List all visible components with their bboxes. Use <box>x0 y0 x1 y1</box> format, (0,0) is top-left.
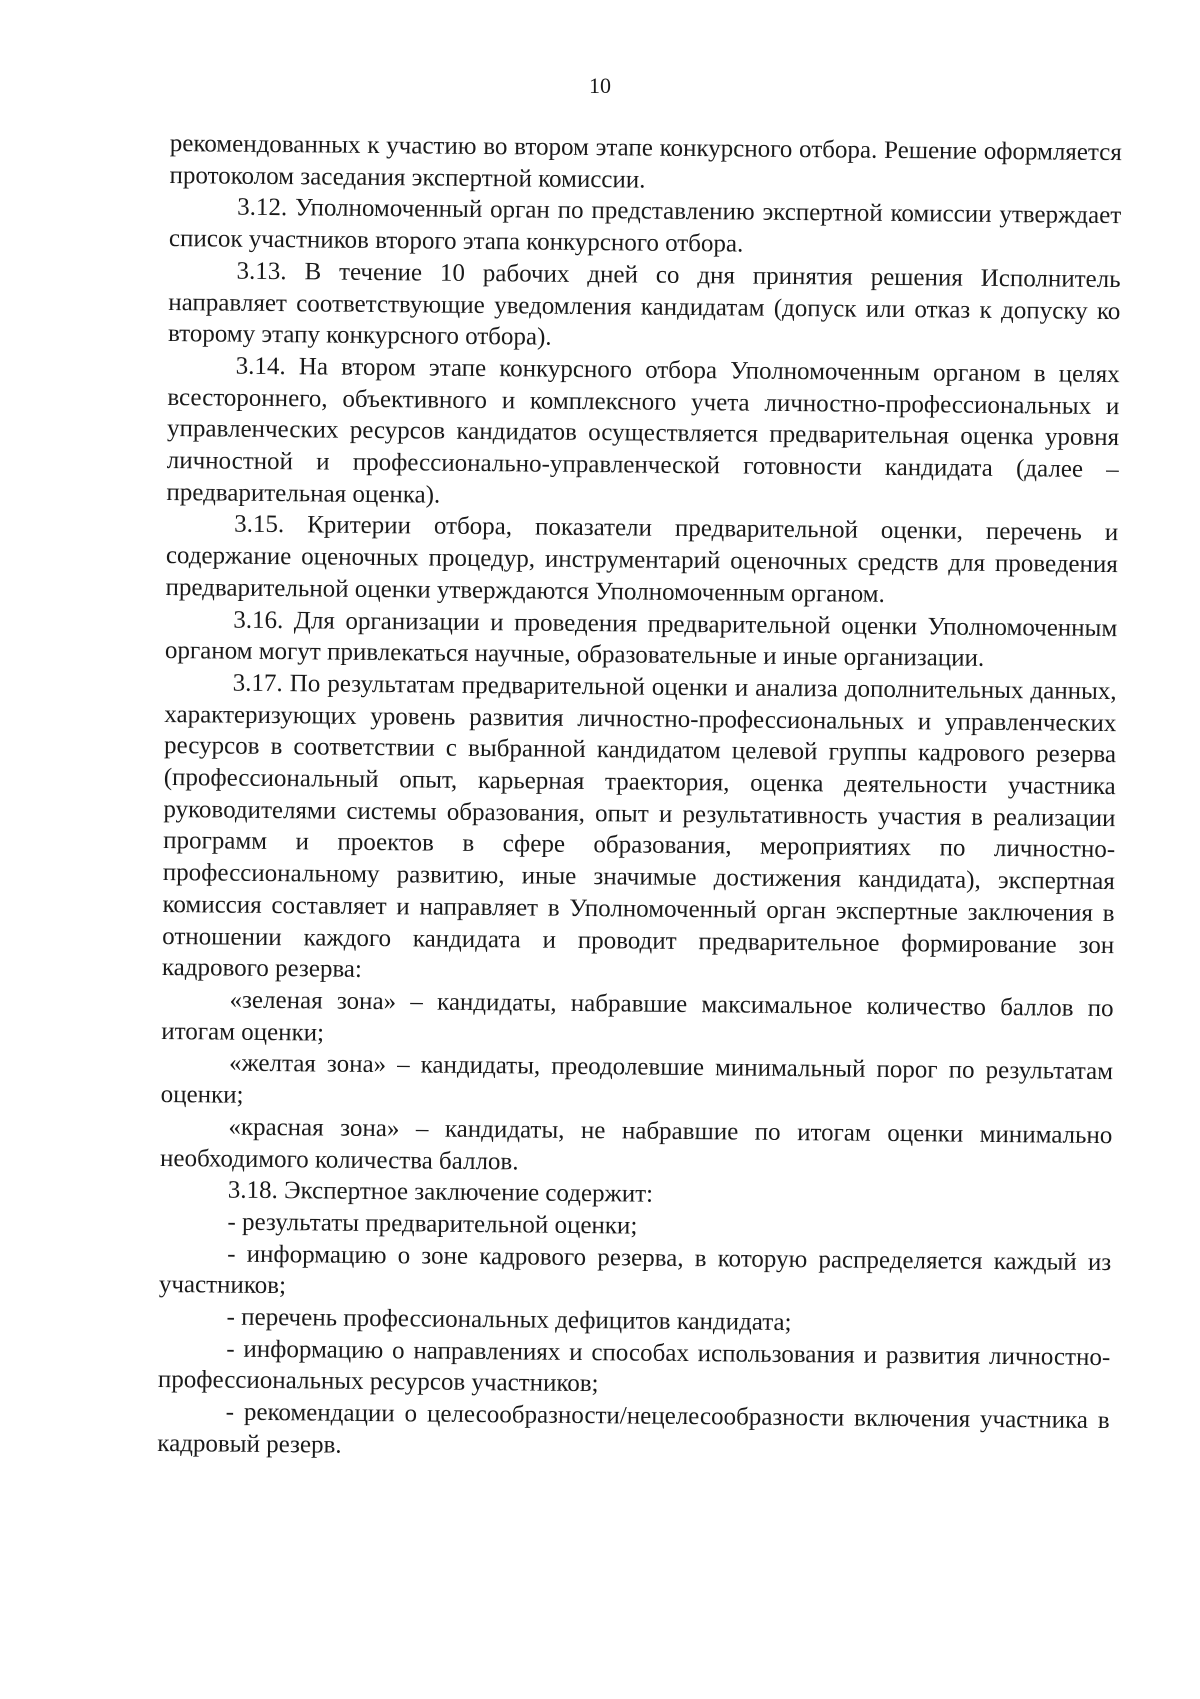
conclusion-item-zone: - информацию о зоне кадрового резерва, в которую распределяется каждый из участников; <box>158 1240 1112 1300</box>
conclusion-item-development: - информацию о направлениях и способах использования и развития личностно-профессиональных ресурсов участников; <box>157 1335 1111 1398</box>
zone-green-item: «зеленая зона» – кандидаты, набравшие максимальное количество баллов по итогам оценки; <box>161 986 1114 1047</box>
document-body <box>157 128 1122 1469</box>
page-number: 10 <box>589 73 611 98</box>
paragraph-3-17: 3.17. По результатам предварительной оценки и анализа дополнительных данных, характеризующих уровень развития личностно-профессиональных и управленческих ресурсов в соответствии с выбранной кандидатом целевой группы кадрового резерва (профессиональный опыт, карьерная траектория, оценка деятельности участника руководителями системы образования, опыт и результативность участия в реализации программ и проектов в сфере образования, мероприятиях по личностно-профессиональному развитию, иные значимые достижения кандидата), экспертная комиссия составляет и направляет в Уполномоченный орган экспертные заключения в отношении каждого кандидата и проводит предварительное формирование зон кадрового резерва: <box>161 669 1117 984</box>
zone-red-item: «красная зона» – кандидаты, не набравшие по итогам оценки минимально необходимого количества баллов. <box>159 1113 1113 1175</box>
paragraph-3-12: 3.12. Уполномоченный орган по представлению экспертной комиссии утверждает список участников второго этапа конкурсного отбора. <box>168 194 1122 258</box>
conclusion-item-results: - результаты предварительной оценки; <box>227 1208 638 1240</box>
paragraph-3-18: 3.18. Экспертное заключение содержит: <box>227 1176 654 1208</box>
paragraph-3-14: 3.14. На втором этапе конкурсного отбора Уполномоченным органом в целях всестороннего, объективного и комплексного учета личностно-профессиональных и управленческих ресурсов кандидатов осуществляется предварительная оценка уровня личностной и профессионально-управленческой готовности кандидата (далее – предварительная оценка). <box>166 352 1120 509</box>
zone-yellow-item: «желтая зона» – кандидаты, преодолевшие минимальный порог по результатам оценки; <box>160 1050 1114 1109</box>
paragraph-3-13: 3.13. В течение 10 рабочих дней со дня принятия решения Исполнитель направляет соответствующие уведомления кандидатам (допуск или отказ к допуску ко второму этапу конкурсного отбора). <box>167 257 1121 351</box>
paragraph-3-15: 3.15. Критерии отбора, показатели предварительной оценки, перечень и содержание оценочных процедур, инструментарий оценочных средств для проведения предварительной оценки утверждаются Уполномоченным органом. <box>165 511 1119 608</box>
conclusion-item-recommendations: - рекомендации о целесообразности/нецелесообразности включения участника в кадровый резерв. <box>157 1398 1110 1459</box>
paragraph-3-16: 3.16. Для организации и проведения предварительной оценки Уполномоченным органом могут привлекаться научные, образовательные и иные организации. <box>164 606 1118 673</box>
conclusion-item-deficits: - перечень профессиональных дефицитов кандидата; <box>226 1303 792 1337</box>
paragraph-continuation: рекомендованных к участию во втором этапе конкурсного отбора. Решение оформляется протоколом заседания экспертной комиссии. <box>169 129 1122 194</box>
